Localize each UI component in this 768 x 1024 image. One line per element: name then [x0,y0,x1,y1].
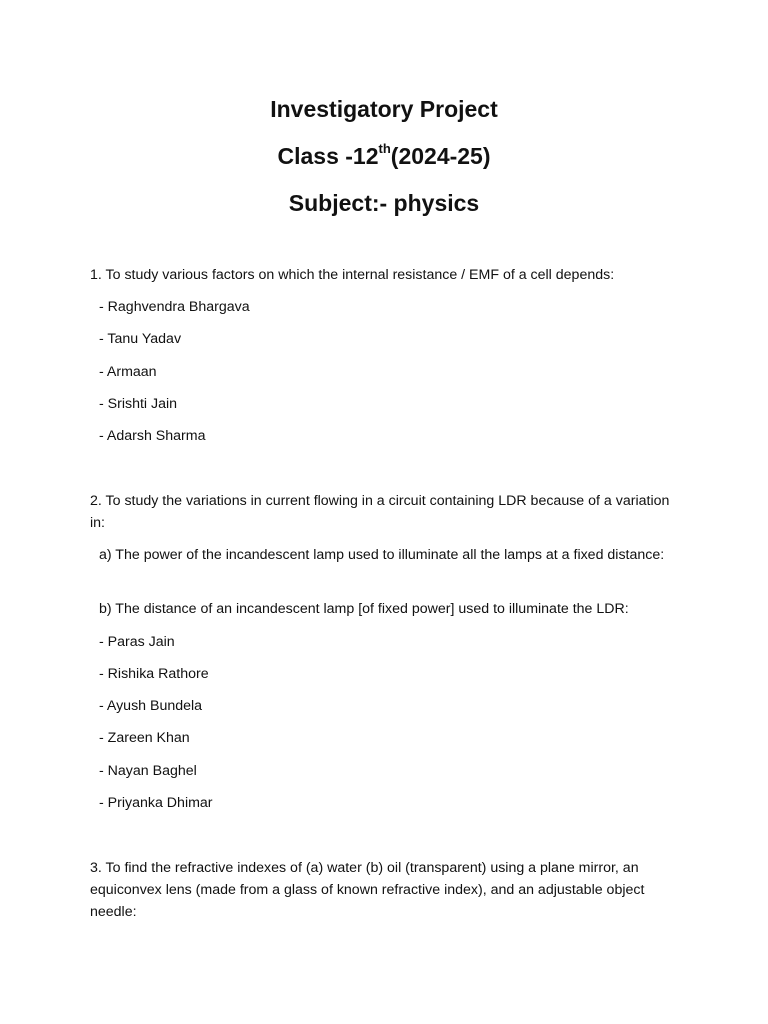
section-1-student: - Raghvendra Bhargava [99,299,250,315]
section-1-student: - Tanu Yadav [99,331,182,347]
section-2-student: - Paras Jain [99,634,175,650]
section-1-student: - Armaan [99,364,157,380]
section-1-student: - Adarsh Sharma [99,428,206,444]
class-line [0,141,768,171]
section-2-sub-b: b) The distance of an incandescent lamp [of fixed power] used to illuminate the LDR: [99,601,629,617]
class-year: (2024-25) [390,143,491,169]
class-prefix: Class -12 [277,143,379,169]
project-title: Investigatory Project [270,96,498,122]
section-2-student: - Rishika Rathore [99,666,209,682]
section-2-student: - Nayan Baghel [99,763,197,779]
section-2-heading: 2. To study the variations in current flowing in a circuit containing LDR because of a variation in: [90,493,670,531]
subject-line: Subject:- physics [288,190,480,216]
section-2-student: - Ayush Bundela [99,698,203,714]
section-1-student: - Srishti Jain [99,396,178,412]
section-1-heading: 1. To study various factors on which the internal resistance / EMF of a cell depends: [90,267,615,283]
section-3-heading: 3. To find the refractive indexes of (a) water (b) oil (transparent) using a plane mirror, an equiconvex lens (made from a glass of known refractive index), and an adjustable object needle: [90,860,645,920]
section-2-student: - Zareen Khan [99,730,190,746]
section-2-student: - Priyanka Dhimar [99,795,213,811]
class-superscript: th [378,141,391,157]
section-2-sub-a: a) The power of the incandescent lamp used to illuminate all the lamps at a fixed distance: [99,547,665,563]
